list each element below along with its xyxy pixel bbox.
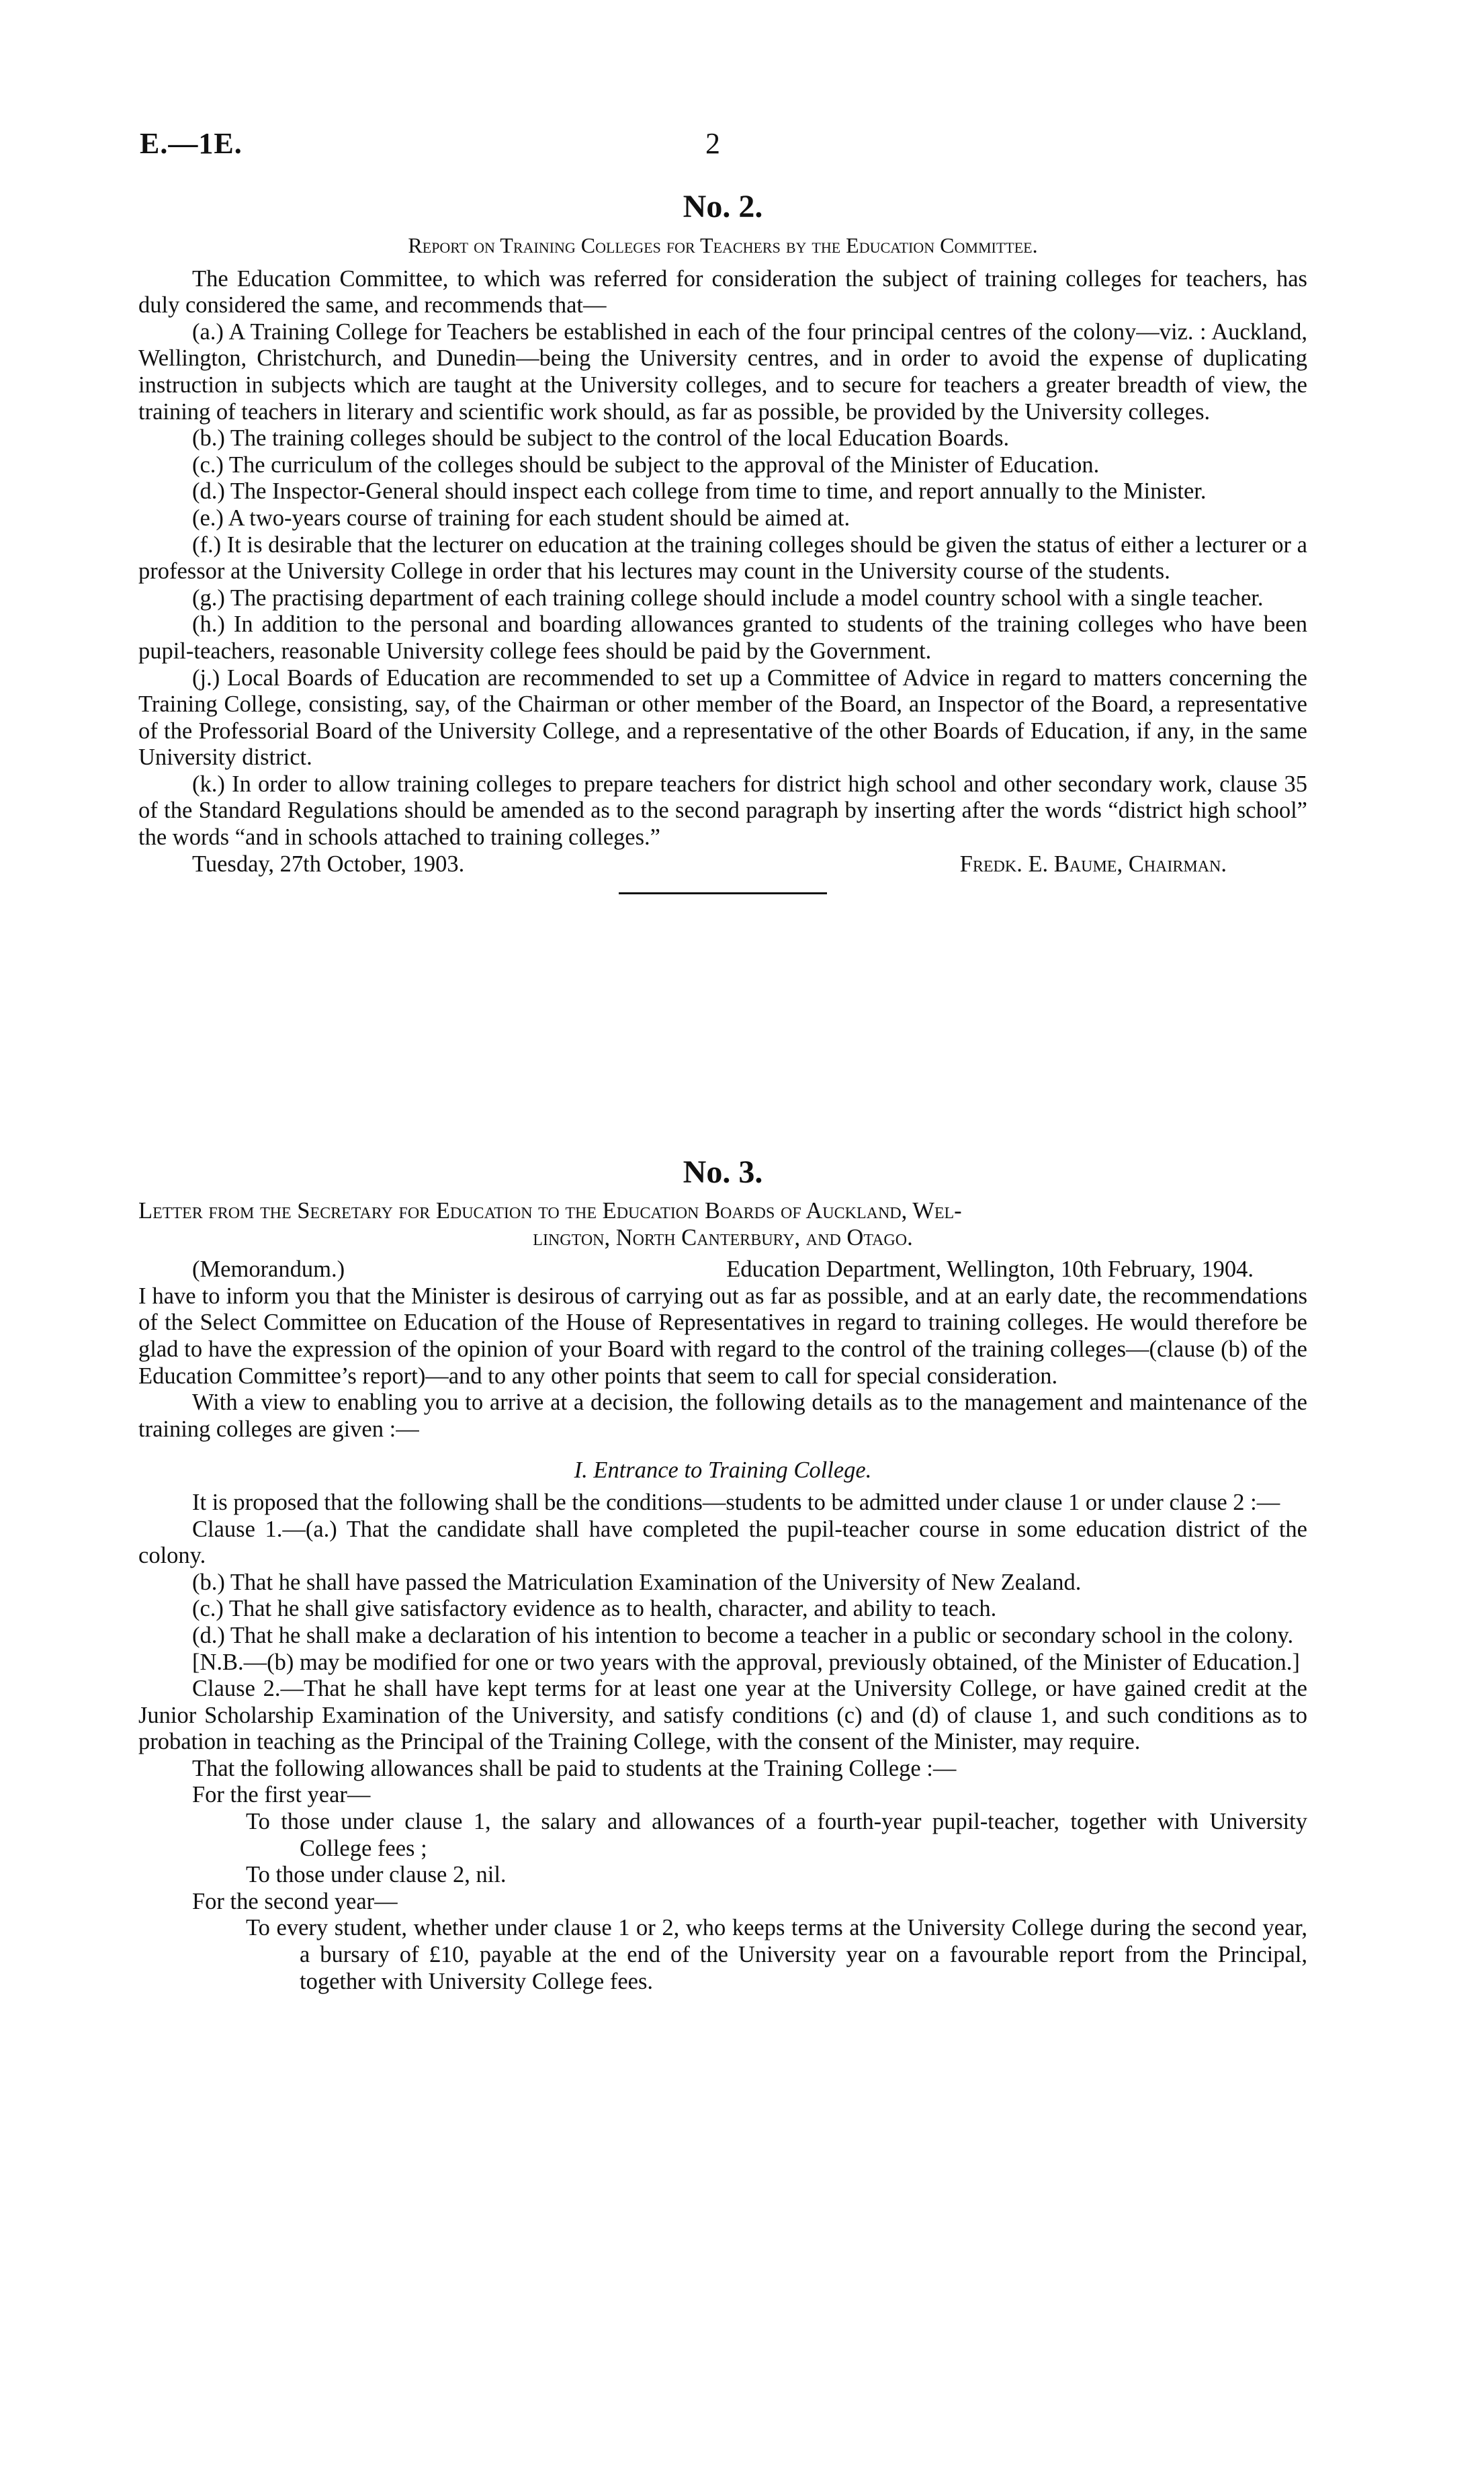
second-year-label: For the second year— [192,1888,398,1914]
memo-label: (Memorandum.) [192,1256,345,1283]
recommendation-a: (a.) A Training College for Teachers be established in each of the four principal centres of the colony—viz. : Auckland, Wellington, Christchurch, and Dunedin—being the University centres, and in order to avoid the expense of duplicating instruction in subjects which are taught at the University colleges, and to secure for teachers a greater breadth of view, the training of teachers in literary and scientific work should, as far as possible, be provided by the University colleges. [138,318,1307,425]
recommendation-c: (c.) The curriculum of the colleges should be subject to the approval of the Minister of Education. [192,452,1100,478]
recommendation-b: (b.) The training colleges should be subject to the control of the local Education Boards. [192,425,1010,452]
clause-1-b: (b.) That he shall have passed the Matriculation Examination of the University of New Zealand. [192,1569,1082,1595]
document-reference: E.—1E. [140,127,243,160]
first-year-item-2: To those under clause 2, nil. [246,1862,507,1888]
recommendation-f: (f.) It is desirable that the lecturer on education at the training colleges should be given the status of either a lecturer or a professor at the University College in order that his lectures may count in the University course of the students. [138,531,1307,585]
no2-signature: Fredk. E. Baume, Chairman. [959,851,1227,877]
clause-2: Clause 2.—That he shall have kept terms for at least one year at the University College, or have gained credit at the Junior Scholarship Examination of the University, and satisfy conditions (c) and (d) of clause 1, and such conditions as to probation in teaching as the Principal of the Training College, with the consent of the Minister, may require. [138,1676,1307,1755]
clause-1-d: (d.) That he shall make a declaration of his intention to become a teacher in a public or secondary school in the colony. [192,1622,1294,1648]
conditions-intro: It is proposed that the following shall be the conditions—students to be admitted under clause 1 or under clause 2 :— [192,1489,1280,1515]
recommendation-j: (j.) Local Boards of Education are recommended to set up a Committee of Advice in regard to matters concerning the Training College, consisting, say, of the Chairman or other member of the Board, an Inspector of the Board, a representative of the Professorial Board of the University College, and a representative of the other Boards of Education, if any, in the same University district. [138,665,1307,771]
no2-heading: No. 2. [683,189,763,224]
no3-heading: No. 3. [683,1154,763,1190]
recommendation-h: (h.) In addition to the personal and boarding allowances granted to students of the training colleges who have been pupil-teachers, reasonable University college fees should be paid by the Government. [138,611,1307,664]
no3-title-line1: Letter from the Secretary for Education to the Education Boards of Auckland, Wel- [138,1198,962,1224]
recommendation-e: (e.) A two-years course of training for each student should be aimed at. [192,505,850,531]
no2-date: Tuesday, 27th October, 1903. [192,851,465,877]
no2-title: Report on Training Colleges for Teachers by the Education Committee. [408,233,1038,257]
page-number: 2 [705,127,720,160]
recommendation-g: (g.) The practising department of each training college should include a model country school with a single teacher. [192,585,1264,611]
memo-line [138,1256,1307,1283]
recommendation-k: (k.) In order to allow training colleges to prepare teachers for district high school and other secondary work, clause 35 of the Standard Regulations should be amended as to the second paragraph by inserting after the words “district high school” the words “and in schools attached to training colleges.” [138,771,1307,851]
first-year-item-1: To those under clause 1, the salary and allowances of a fourth-year pupil-teacher, together with University College fees ; [246,1809,1307,1861]
allowances-intro: That the following allowances shall be paid to students at the Training College :— [192,1755,957,1781]
letter-para-2: With a view to enabling you to arrive at a decision, the following details as to the management and maintenance of the training colleges are given :— [138,1390,1307,1442]
clause-1-c: (c.) That he shall give satisfactory evidence as to health, character, and ability to teach. [192,1596,997,1622]
no2-intro: The Education Committee, to which was referred for consideration the subject of training colleges for teachers, has duly considered the same, and recommends that— [138,265,1307,318]
first-year-label: For the first year— [192,1782,371,1808]
no3-section [138,1152,1307,1995]
letter-para-1: I have to inform you that the Minister is desirous of carrying out as far as possible, and at an early date, the recommendations of the Select Committee on Education of the House of Representatives in regard to training colleges. He would therefore be glad to have the expression of the opinion of your Board with regard to the control of the training colleges—(clause (b) of the Education Committee’s report)—and to any other points that seem to call for special consideration. [138,1283,1307,1389]
memo-dept: Education Department, Wellington, 10th February, 1904. [726,1256,1254,1283]
clause-1-a: Clause 1.—(a.) That the candidate shall have completed the pupil-teacher course in some education district of the colony. [138,1516,1307,1569]
second-year-item-1: To every student, whether under clause 1 or 2, who keeps terms at the University College during the second year, a bursary of £10, payable at the end of the University year on a favourable report from the Principal, together with University College fees. [246,1915,1307,1994]
recommendation-d: (d.) The Inspector-General should inspect each college from time to time, and report annually to the Minister. [192,478,1207,505]
entrance-subheading: I. Entrance to Training College. [574,1457,872,1484]
section-divider [619,892,827,894]
no2-section [138,187,1307,905]
no2-signoff [138,851,1307,878]
no3-title-line2: lington, North Canterbury, and Otago. [533,1224,913,1250]
nb-note: [N.B.—(b) may be modified for one or two years with the approval, previously obtained, of the Minister of Education.] [192,1649,1300,1675]
